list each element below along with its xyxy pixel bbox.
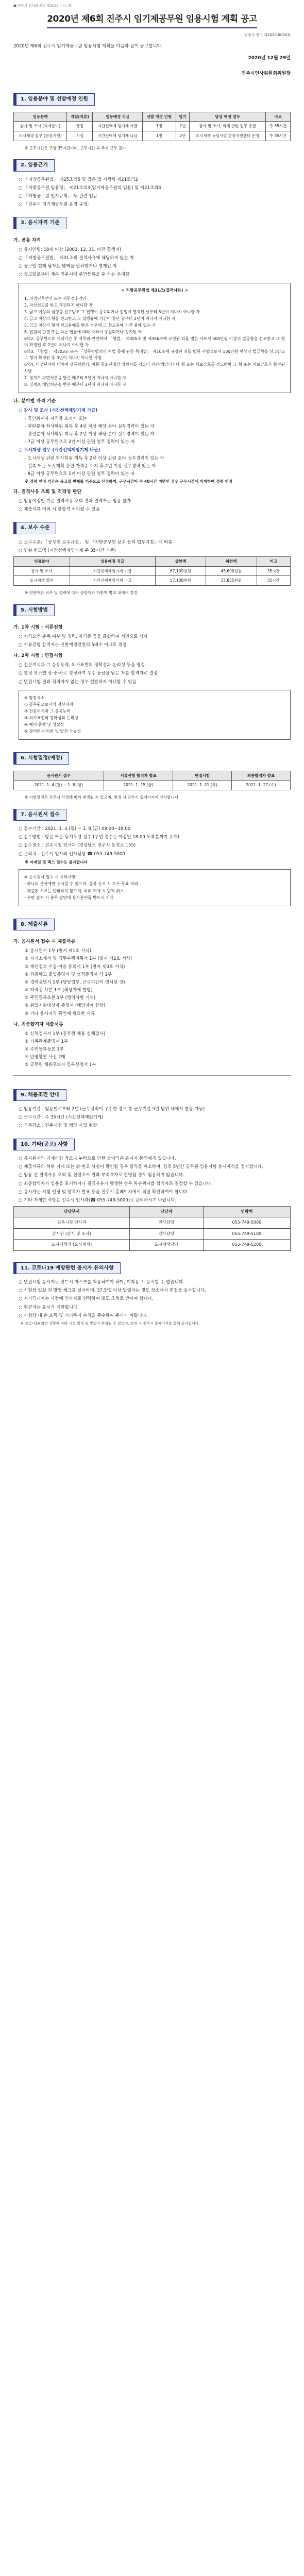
- table-cell: 35시간: [257, 576, 290, 586]
- field-title: ○ 감사 및 조사 (시간선택제임기제 가급): [19, 408, 98, 413]
- table-header: 응시원서 접수: [14, 771, 104, 781]
- table-cell: 2021. 1. 21.(목): [173, 781, 232, 790]
- warning-note: ※ 이메일 및 팩스 접수는 불가합니다: [25, 859, 88, 865]
- table-cell: 도시재생과 (도시재생): [14, 1240, 130, 1250]
- table-cell: 2년: [176, 131, 189, 141]
- table-cell: 감사 및 조사 (회계분야): [14, 122, 67, 131]
- table-header: 비고: [266, 112, 291, 122]
- list-item: ② 가족관계증명서 1부: [25, 1039, 69, 1044]
- subsection-heading: 나. 최종합격자 제출서류: [13, 1022, 63, 1027]
- list-item: ② 자기소개서 및 직무수행계획서 1부 (별지 제2호 서식): [25, 956, 132, 962]
- box-line: ⑤ 창의력·의지력 및 발전 가능성: [24, 729, 81, 734]
- list-item: ④ 반명함판 사진 2매: [25, 1055, 65, 1060]
- table-cell: 1명: [143, 122, 176, 131]
- box-line: 6의4. 미성년자에 대하여 성폭력범죄, 아동·청소년대상 성범죄를 저질러 파면·해임되거나 형 또는 치료감호를 선고받아 그 형 또는 치료감호가 확정된 사람: [24, 362, 285, 374]
- list-item: ○ 근무장소 : 진주시청 및 해당 사업 현장: [19, 1123, 97, 1129]
- list-item: ○ 임용예정일 기준 결격사유 조회 결과 결격자는 임용 불가: [19, 498, 131, 504]
- table-cell: 도시재생 업무: [14, 576, 70, 586]
- list-item: ○ 기타 자세한 사항은 진주시 인사과(☎ 055-749-5000)로 문의하시기 바랍니다.: [19, 1197, 177, 1203]
- box-line: 5. 금고 이상의 형의 선고유예를 받은 경우에 그 선고유예 기간 중에 있는 자: [24, 323, 156, 328]
- subsection-heading: 나. 2차 시험 : 면접시험: [13, 653, 63, 659]
- table-cell: 45,690천원: [206, 566, 257, 576]
- box-line: ① 공무원으로서의 정신자세: [24, 702, 73, 707]
- section-4-heading: 4. 보수 수준: [13, 522, 56, 534]
- box-line: ③ 의사표현의 정확성과 논리성: [24, 715, 78, 720]
- table-cell: 주 35시간: [266, 122, 291, 131]
- list-item: - 도시재생 관련 학사학위 취득 후 2년 이상 관련 분야 실무경력이 있는 자: [25, 455, 164, 461]
- section-8-heading: 8. 제출서류: [13, 919, 55, 931]
- table-header: 임용분야: [14, 112, 67, 122]
- list-item: ○ 연봉 한도액 (시간선택제임기제 주 35시간 기준): [19, 548, 116, 553]
- list-item: ○ 임용 전 결격사유 조회 및 신원조사 결과 부적격자로 판명될 경우 임용하지 않습니다.: [19, 1173, 184, 1178]
- list-item: ○ 보수수준: 「공무원 보수규정」 및 「지방공무원 보수 등의 업무지침」에 따름: [19, 539, 173, 545]
- table-header: 하한액: [206, 557, 257, 567]
- table-header: 최종합격자 발표: [232, 771, 291, 781]
- table-cell: 2년: [176, 122, 189, 131]
- table-cell: 도시재생 뉴딜사업 현장지원센터 운영: [190, 131, 266, 141]
- box-line: ② 전문지식과 그 응용능력: [24, 708, 71, 714]
- table-header: 직렬(직류): [67, 112, 93, 122]
- list-item: ○ 자격요건 충족 여부 및 경력, 자격증 등을 종합하여 서면으로 심사: [19, 634, 148, 639]
- table-row: [14, 131, 291, 141]
- table-header: 임용분야: [14, 557, 70, 567]
- table-cell: 시간선택제임기제 나급: [70, 576, 155, 586]
- box-line: - 우편 접수 시 봉투 겉면에 응시분야를 반드시 기재: [24, 895, 114, 900]
- list-item: ○ 「지방공무원 인사규칙」 등 관련 법규: [19, 194, 97, 199]
- section-10-heading: 10. 기타(공고) 사항: [13, 1139, 75, 1151]
- box-line: 4. 금고 이상의 형을 선고받고 그 집행유예 기간이 끝난 날부터 2년이 지나지 아니한 자: [24, 316, 176, 321]
- table-header: 임용예정 직급: [70, 557, 155, 567]
- list-item: - 건축 또는 도시계획 관련 자격증 소지 후 2년 이상 실무경력 있는 자: [25, 463, 156, 469]
- section-7-heading: 7. 응시원서 접수: [13, 809, 66, 821]
- table-header: 담당자: [130, 1207, 204, 1217]
- schedule-table: [13, 771, 291, 790]
- table-row: [14, 781, 291, 790]
- table-cell: 2021. 1. 27.(수): [232, 781, 291, 790]
- table-header: 서류전형 합격자 발표: [104, 771, 173, 781]
- list-item: ○ 응시연령: 18세 이상 (2002. 12. 31. 이전 출생자): [19, 247, 122, 252]
- table-header: 담당부서: [14, 1207, 130, 1217]
- lead-text: 2020년 제6회 진주시 임기제공무원 임용시험 계획을 다음과 같이 공고합니다.: [13, 44, 163, 49]
- table-cell: 감사 및 조사: [14, 566, 70, 576]
- box-line: 3. 금고 이상의 실형을 선고받고 그 집행이 종료되거나 집행이 면제된 날부터 5년이 지나지 아니한 자: [24, 309, 200, 314]
- box-line: 6의2. 공무원으로 재직기간 중 직무와 관련하여 「형법」 제355조 및 제356조에 규정된 죄를 범한 자로서 300만원 이상의 벌금형을 선고받고 그 형이 확정된 후 2년이 지나지 아니한 자: [24, 336, 285, 348]
- date-line: 2020년 12월 29일: [248, 56, 291, 61]
- table-cell: 시간선택제 임기제 가급: [93, 122, 143, 131]
- table-cell: 1명: [143, 131, 176, 141]
- table-cell: 감사담당: [130, 1228, 204, 1239]
- section-6-note: ※ 시험일정은 진주시 사정에 따라 변경될 수 있으며, 변경 시 진주시 홈페이지에 게시합니다.: [25, 794, 180, 800]
- table-row: [14, 576, 291, 586]
- list-item: ○ 최종합격자가 임용을 포기하거나 결격사유가 발생한 경우 차순위자를 합격자로 결정할 수 있습니다.: [19, 1181, 213, 1187]
- announcement-number: 진주시 공고 제2020-0000호: [244, 33, 291, 38]
- list-item: ○ 평정 요소별 상·중·하로 평정하여 우수 등급을 받은 자를 합격자로 결정: [19, 671, 158, 676]
- list-item: ○ 문의처 : 진주시 인사과 인사담당 ☎ 055-749-5000: [19, 851, 125, 857]
- table-header: 면접시험: [173, 771, 232, 781]
- box-title: < 지방공무원법 제31조(결격사유) >: [121, 287, 188, 293]
- list-item: ○ 전문지식과 그 응용능력, 의사표현의 정확성과 논리성 등을 평정: [19, 663, 145, 668]
- list-item: ⑦ 주민등록초본 1부 (병역사항 기재): [25, 995, 96, 1001]
- list-item: ⑤ 경력증명서 1부 (담당업무, 근무기간이 명시된 것): [25, 979, 125, 985]
- section-6-heading: 6. 시험일정(예정): [13, 752, 69, 765]
- table-header: 상한액: [155, 557, 206, 567]
- subsection-heading: 가. 1차 시험 : 서류전형: [13, 625, 63, 631]
- section-3-heading: 3. 응시자격 기준: [13, 217, 66, 229]
- list-item: ③ 주민등록등본 1부: [25, 1046, 64, 1052]
- list-item: ⑥ 자격증 사본 1부 (해당자에 한함): [25, 988, 93, 993]
- section-2-heading: 2. 임용근거: [13, 159, 55, 172]
- table-cell: 감사 및 조사, 회계 관련 업무 총괄: [190, 122, 266, 131]
- evaluation-box: [19, 690, 291, 740]
- list-item: ○ 시험장 입실 전 발열 체크를 실시하며, 37.5℃ 이상 발열자는 별도 장소에서 면접을 실시합니다.: [19, 1288, 206, 1294]
- subsection-heading: 다. 결격사유 조회 및 적격성 판단: [13, 489, 82, 495]
- box-line: ④ 예의·품행 및 성실성: [24, 722, 64, 727]
- header-note: ■ 진주시 인사과 공고 제2020-○○○호: [13, 4, 72, 8]
- table-cell: 67,109천원: [155, 566, 206, 576]
- list-item: ① 응시원서 1부 (별지 제1호 서식): [25, 948, 91, 954]
- table-cell: 시간선택제임기제 가급: [70, 566, 155, 576]
- table-cell: 055-749-5100: [203, 1228, 290, 1239]
- list-item: ○ 응시원서의 기재사항 착오나 누락으로 인한 불이익은 응시자 본인에게 있습니다.: [19, 1156, 176, 1162]
- table-header: 연락처: [203, 1207, 290, 1217]
- title-row: [13, 12, 291, 28]
- list-item: ○ 면접시험 응시자는 반드시 마스크를 착용하여야 하며, 미착용 시 응시할 수 없습니다.: [19, 1280, 184, 1285]
- application-notice-box: [19, 869, 291, 906]
- box-line: 1. 피성년후견인 또는 피한정후견인: [24, 296, 87, 301]
- table-header: 임기: [176, 112, 189, 122]
- salary-table: [13, 556, 291, 586]
- table-cell: 055-749-5200: [203, 1240, 290, 1250]
- box-line: - 제출된 서류는 반환하지 않으며, 허위 기재 시 합격 취소: [24, 888, 124, 893]
- table-cell: 인사담당: [130, 1217, 204, 1228]
- section-4-note: ※ 연봉액은 직무 및 경력에 따라 상한액과 하한액 범위 내에서 결정: [25, 590, 138, 595]
- list-item: - 7급 이상 공무원으로 2년 이상 관련 업무 경력이 있는 자: [25, 439, 135, 445]
- table-row: [14, 122, 291, 131]
- issuing-organization: 진주시인사위원회위원장: [241, 71, 291, 77]
- table-cell: 시간선택제 임기제 나급: [93, 131, 143, 141]
- list-item: ⑤ 공무원 채용후보자 등록신청서 1부: [25, 1062, 96, 1068]
- table-cell: 57,108천원: [155, 576, 206, 586]
- list-item: ○ 「진주시 임기제공무원 운영 규정」: [19, 202, 92, 208]
- subsection-heading: 가. 공통 자격: [13, 238, 41, 243]
- section-5-heading: 5. 시험방법: [13, 604, 55, 617]
- table-cell: 2021. 1. 15.(금): [104, 781, 173, 790]
- box-line: 8. 징계로 해임처분을 받은 때부터 3년이 지나지 아니한 자: [24, 382, 126, 387]
- list-item: ○ 접수장소 : 진주시청 인사과 (경상남도 진주시 동진로 155): [19, 843, 136, 849]
- table-row: [14, 1217, 291, 1228]
- subsection-heading: 나. 분야별 자격 기준: [13, 398, 56, 404]
- list-item: ⑨ 기타 응시자격 확인에 필요한 서류: [25, 1011, 95, 1016]
- table-cell: 055-749-5000: [203, 1217, 290, 1228]
- section-1-note: ※ 근무시간은 주당 35시간이며, 근무시간 외 추가 근무 불가: [25, 145, 126, 150]
- page-title: 2020년 제6회 진주시 임기제공무원 임용시험 계획 공고: [47, 12, 257, 28]
- table-header: 비고: [257, 557, 290, 567]
- table-cell: 도시재생담당: [130, 1240, 204, 1250]
- table-header: 선발 예정 인원: [143, 112, 176, 122]
- list-item: ○ 제출서류 미비 시 불합격 처리될 수 있음: [19, 507, 100, 512]
- table-cell: 35시간: [257, 566, 290, 576]
- box-line: ※ 평정요소: [24, 695, 45, 700]
- list-item: ○ 공고일로부터 계속 진주시에 주민등록을 둔 자는 우대함: [19, 272, 130, 278]
- list-item: ○ 서류전형 합격자는 선발예정인원의 5배수 이내로 결정: [19, 642, 127, 648]
- table-cell: 시설: [67, 131, 93, 141]
- box-line: 2. 파산선고를 받고 복권되지 아니한 자: [24, 302, 93, 308]
- disqualification-box: [19, 283, 291, 393]
- box-line: - 하나의 분야에만 응시할 수 있으며, 중복 응시 시 모두 무효 처리: [24, 882, 138, 887]
- section-1-heading: 1. 임용분야 및 선발예정 인원: [13, 93, 95, 106]
- list-item: - 관련분야 석사학위 취득 후 2년 이상 해당 분야 실무경력이 있는 자: [25, 432, 155, 437]
- list-item: ○ 「지방공무원법」 제25조의5 및 같은 법 시행령 제21조의2: [19, 177, 138, 182]
- divider: [13, 1075, 291, 1076]
- list-item: ○ 「지방공무원법」 제31조의 결격사유에 해당하지 않는 자: [19, 256, 134, 261]
- footnote: ※ 코로나19 확산 상황에 따라 시험 일정 및 방법이 변경될 수 있으며, 변경 시 진주시 홈페이지를 통해 공지합니다.: [21, 1321, 200, 1326]
- list-item: ○ 근무시간 : 주 35시간 (시간선택제임기제): [19, 1115, 104, 1121]
- list-item: ○ 접수방법 : 방문 또는 등기우편 접수 (우편 접수는 마감일 18:00 도착분까지 유효): [19, 835, 179, 840]
- list-item: ○ 공고일 현재 남자는 병역을 필하였거나 면제된 자: [19, 264, 117, 269]
- table-cell: 2021. 1. 4.(월) ~ 1. 8.(금): [14, 781, 104, 790]
- positions-table: [13, 112, 291, 141]
- list-item: ○ 「지방공무원 임용령」 제21조의3(임기제공무원의 임용) 및 제21조의4: [19, 185, 161, 191]
- list-item: ○ 접수기간 : 2021. 1. 4.(월) ~ 1. 8.(금) 09:00~18:00: [19, 826, 131, 832]
- section-11-heading: 11. 코로나19 예방관련 응시자 유의사항: [13, 1262, 121, 1275]
- list-item: ○ 시험장 내 손 소독 및 거리두기 수칙을 준수하여 주시기 바랍니다.: [19, 1313, 148, 1318]
- contact-table: [13, 1206, 291, 1251]
- table-cell: 도시재생 업무 (현장지원): [14, 131, 67, 141]
- table-cell: 37,855천원: [206, 576, 257, 586]
- list-item: ① 신체검사서 1부 (공무원 채용 신체검사): [25, 1031, 106, 1037]
- table-row: [14, 566, 291, 576]
- list-item: - 8급 이상 공무원으로 1년 이상 관련 업무 경력이 있는 자: [25, 471, 135, 477]
- list-item: ○ 확진자는 응시가 제한됩니다.: [19, 1304, 79, 1310]
- subsection-heading: 가. 응시원서 접수 시 제출서류: [13, 939, 76, 945]
- list-item: - 공인회계사 자격증 소지자 또는: [25, 416, 87, 421]
- table-cell: 행정: [67, 122, 93, 131]
- list-item: ○ 자가격리자는 사전에 인사과로 연락하여 별도 조치를 받아야 합니다.: [19, 1296, 154, 1302]
- table-cell: 진주시청 인사과: [14, 1217, 130, 1228]
- box-line: 6의3. 「형법」 제303조 또는 「성폭력범죄의 처벌 등에 관한 특례법」 제10조에 규정된 죄를 범한 사람으로서 100만원 이상의 벌금형을 선고받고 그 형이 확정된 후 3년이 지나지 아니한 사람: [24, 349, 285, 361]
- field-title: ○ 도시재생 업무 (시간선택제임기제 나급): [19, 447, 100, 453]
- list-item: ○ 면접시험 결과 적격자가 없는 경우 선발하지 아니할 수 있음: [19, 679, 137, 685]
- table-header: 임용예정 직급: [93, 112, 143, 122]
- table-cell: 감사관 (감사 및 조사): [14, 1228, 130, 1239]
- list-item: - 관련분야 학사학위 취득 후 4년 이상 해당 분야 실무경력이 있는 자: [25, 424, 155, 430]
- list-item: ④ 최종학교 졸업증명서 및 성적증명서 각 1부: [25, 972, 112, 977]
- list-item: ○ 제출서류의 허위 기재 또는 위·변조 사실이 확인될 경우 합격을 취소하며, 향후 5년간 공무원 임용시험 응시자격을 정지합니다.: [19, 1164, 263, 1170]
- box-line: 7. 징계로 파면처분을 받은 때부터 5년이 지나지 아니한 자: [24, 375, 126, 380]
- list-item: ○ 응시자는 시험 일정 및 합격자 발표 등을 진주시 홈페이지에서 직접 확인하여야 합니다.: [19, 1189, 189, 1195]
- table-row: [14, 1228, 291, 1239]
- table-row: [14, 1240, 291, 1250]
- warning-note: ※ 경력 인정 기간은 공고일 현재를 기준으로 산정하며, 근무시간이 주 40시간 미만인 경우 근무시간에 비례하여 경력 인정: [25, 479, 232, 484]
- section-9-heading: 9. 채용조건 안내: [13, 1089, 66, 1101]
- table-header: 담당 예정 업무: [190, 112, 266, 122]
- table-cell: 주 35시간: [266, 131, 291, 141]
- list-item: ○ 임용기간 : 임용일로부터 2년 (근무실적이 우수한 경우 총 근무기간 5년 범위 내에서 연장 가능): [19, 1107, 205, 1112]
- list-item: ⑧ 취업지원대상자 증명서 (해당자에 한함): [25, 1003, 106, 1009]
- box-line: 6. 법원의 판결 또는 다른 법률에 따라 자격이 상실되거나 정지된 자: [24, 330, 142, 335]
- list-item: ③ 개인정보 수집·이용 동의서 1부 (별지 제3호 서식): [25, 964, 125, 970]
- box-line: ※ 응시원서 접수 시 유의사항: [24, 875, 76, 880]
